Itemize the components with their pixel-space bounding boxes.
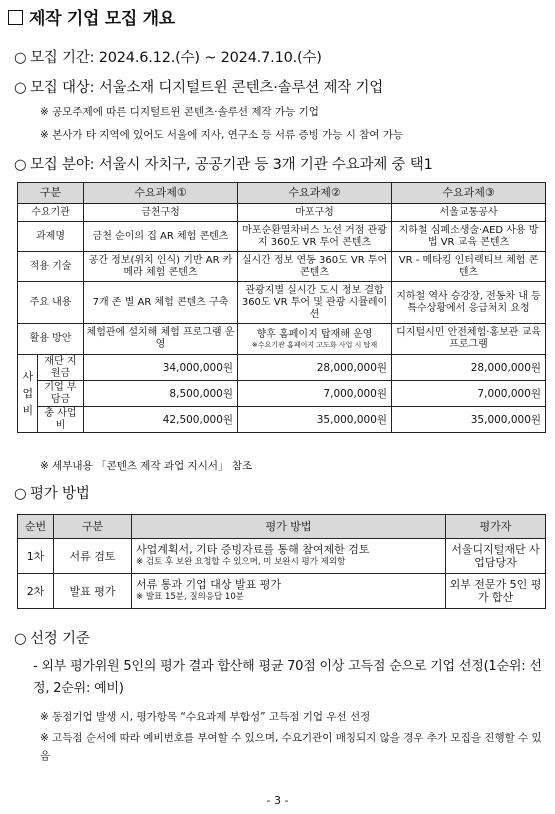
recruit-target: ○ 모집 대상: 서울소재 디지털트윈 콘텐츠·솔루션 제작 기업: [14, 80, 384, 96]
table-header-row: 구분 수요과제① 수요과제② 수요과제③: [18, 183, 546, 204]
select-main: - 외부 평가위원 5인의 평가 결과 합산해 평균 70점 이상 고득점 순으로 기업 선정(1순위: 선정, 2순위: 예비): [33, 659, 542, 696]
table-row: 과제명 금천 순이의 집 AR 체험 콘텐츠 마포순환열차버스 노선 거점 관광지 360도 VR 투어 콘텐츠 지하철 심폐소생술·AED 사용 방법 VR 교육 콘텐츠: [18, 222, 546, 252]
select-note-1: ※ 동점기업 발생 시, 평가항목 “수요과제 부합성” 고득점 기업 우선 선정: [40, 711, 371, 723]
circle-bullet-icon: ○: [14, 486, 27, 502]
page-title: 제작 기업 모집 개요: [8, 4, 175, 29]
circle-bullet-icon: ○: [14, 157, 27, 173]
table-note: ※ 세부내용 「콘텐츠 제작 과업 지시서」 참조: [40, 460, 253, 472]
budget-row: 기업 부담금 8,500,000원 7,000,000원 7,000,000원: [18, 381, 546, 407]
page-number: - 3 -: [266, 794, 289, 807]
circle-bullet-icon: ○: [14, 50, 27, 66]
usage-note: ※수요기관 홈페이지 고도화 사업 시 탑재: [251, 340, 378, 349]
budget-label: 사업비: [18, 355, 38, 433]
table-row: 적용 기술 공간 정보(위치 인식) 기반 AR 카메라 체험 콘텐츠 실시간 정보 연동 360도 VR 투어 콘텐츠 VR - 메타킹 인터랙티브 체험 콘텐츠: [18, 252, 546, 282]
checkbox-square-icon: [8, 10, 23, 25]
table-row: 주요 내용 7개 존 별 AR 체험 콘텐츠 구축 관광지별 실시간 도시 정보 결합 360도 VR 투어 및 관광 시뮬레이션 지하철 역사 승강장, 전동차 내 등 특수상황에서 응급처치 요청: [18, 282, 546, 324]
eval-table: [17, 514, 546, 609]
target-note-2: ※ 본사가 타 지역에 있어도 서울에 지사, 연구소 등 서류 증빙 가능 시 참여 가능: [40, 129, 404, 141]
budget-row: 총 사업비 42,500,000원 35,000,000원 35,000,000원: [18, 407, 546, 433]
recruit-field: ○ 모집 분야: 서울시 자치구, 공공기관 등 3개 기관 수요과제 중 택1: [14, 157, 433, 173]
select-title: ○ 선정 기준: [14, 631, 90, 647]
table-row: 수요기관 금천구청 마포구청 서울교통공사: [18, 204, 546, 222]
table-row: 활용 방안 체험관에 설치해 체험 프로그램 운영 향후 홈페이지 탑재해 운영 ※수요기관 홈페이지 고도화 사업 시 탑재 디지털시민 안전체험·홍보관 교육 프로그램: [18, 324, 546, 355]
recruit-period: ○ 모집 기간: 2024.6.12.(수) ~ 2024.7.10.(수): [14, 50, 322, 66]
circle-bullet-icon: ○: [14, 631, 27, 647]
task-table: [17, 182, 546, 433]
table-row: 1차 서류 검토 사업계획서, 기타 증빙자료를 통해 참여제한 검토 ※ 검토 후 보완 요청할 수 있으며, 미 보완시 평가 제외함 서울디지털재단 사업담당자: [18, 539, 546, 574]
budget-row: 사업비 재단 지원금 34,000,000원 28,000,000원 28,000,000원: [18, 355, 546, 381]
eval-title: ○ 평가 방법: [14, 486, 90, 502]
circle-bullet-icon: ○: [14, 80, 27, 96]
table-header-row: 순번 구분 평가 방법 평가자: [18, 515, 546, 539]
select-note-2: ※ 고득점 순서에 따라 예비번호를 부여할 수 있으며, 수요기관이 매칭되지 않을 경우 추가 모집을 진행할 수 있음: [40, 732, 542, 762]
target-note-1: ※ 공모주제에 따른 디지털트윈 콘텐츠·솔루션 제작 가능 기업: [40, 106, 319, 118]
table-row: 2차 발표 평가 서류 통과 기업 대상 발표 평가 ※ 발표 15분, 질의응답 10분 외부 전문가 5인 평가 합산: [18, 574, 546, 609]
